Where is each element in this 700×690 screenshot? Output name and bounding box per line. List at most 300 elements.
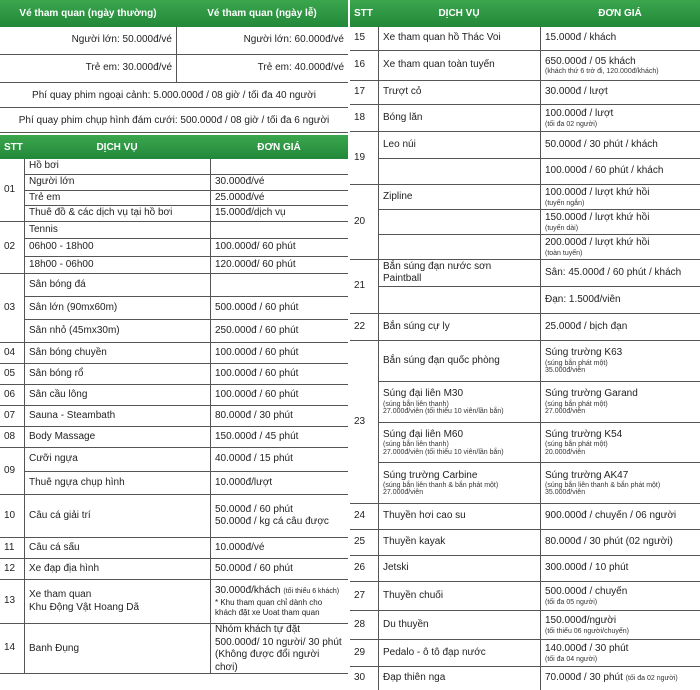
left-table-body [0, 159, 348, 674]
row-line [378, 530, 700, 555]
price-note: (súng bắn liên thanh & bắn phát một) [545, 482, 661, 490]
row-line [24, 406, 348, 426]
price-cell [210, 191, 348, 206]
service-name: Thuê đồ & các dịch vụ tại hồ bơi [29, 207, 173, 219]
row-lines [378, 504, 700, 529]
service-cell [24, 580, 210, 623]
price-value: Súng trường AK47 [545, 469, 629, 481]
row-line [378, 556, 700, 581]
table-row [0, 343, 348, 364]
price-note: (khách thứ 6 trở đi, 120.000đ/khách) [545, 68, 659, 76]
row-lines [24, 159, 348, 221]
service-cell [24, 274, 210, 296]
service-name: Jetski [383, 562, 409, 574]
ticket-weekday-heading: Vé tham quan (ngày thường) [19, 8, 157, 19]
table-row [350, 504, 700, 530]
row-lines [378, 132, 700, 184]
row-lines [378, 582, 700, 610]
row-line [378, 423, 700, 464]
service-price-note: 27.000đ/viên (tối thiểu 10 viên/lần bắn) [383, 407, 504, 415]
table-row [0, 624, 348, 674]
service-name: Người lớn [29, 175, 75, 187]
service-name: Sân bóng rổ [29, 367, 84, 379]
row-lines [378, 260, 700, 313]
price-cell [540, 27, 700, 50]
row-lines [24, 343, 348, 363]
row-number: 24 [354, 510, 366, 522]
table-row [350, 667, 700, 690]
price-cell [540, 260, 700, 286]
service-name: Bắn súng đạn nước sơn [383, 260, 492, 272]
service-cell [24, 191, 210, 206]
price-cell [540, 504, 700, 529]
price-cell [540, 423, 700, 463]
service-name: Sân cầu lông [29, 388, 88, 400]
row-line [378, 132, 700, 159]
row-number: 03 [4, 301, 16, 313]
service-cell [378, 667, 540, 690]
row-lines [24, 364, 348, 384]
service-name: Đạp thiên nga [383, 672, 446, 684]
price-value-line2: * Khu tham quan chỉ dành cho [215, 597, 323, 607]
row-line [378, 341, 700, 382]
price-value: 120.000đ/ 60 phút [215, 258, 296, 270]
service-name: Xe đạp địa hình [29, 562, 100, 574]
child-weekday-price: Trẻ em: 30.000đ/vé [85, 62, 172, 74]
service-name: Xe tham quan toàn tuyến [383, 59, 495, 71]
service-cell [24, 385, 210, 405]
row-line [378, 314, 700, 340]
price-value: 50.000đ / 60 phút [215, 503, 293, 515]
row-line [24, 191, 348, 207]
row-number: 14 [4, 642, 16, 654]
price-value: 15.000đ / khách [545, 32, 617, 44]
price-value: 100.000đ/ 60 phút [215, 241, 296, 253]
row-number: 13 [4, 595, 16, 607]
row-line [24, 427, 348, 447]
row-lines [24, 448, 348, 494]
service-name-line2: Khu Động Vật Hoang Dã [29, 601, 140, 613]
price-heading-right: ĐƠN GIÁ [598, 8, 642, 19]
price-cell [540, 640, 700, 666]
price-value: Đạn: 1.500đ/viên [545, 293, 621, 305]
service-cell [378, 423, 540, 463]
row-line [24, 175, 348, 191]
price-value-line3: (Không được đổi người chơi) [215, 649, 320, 673]
service-name: Bắn súng cự ly [383, 320, 450, 332]
service-cell [378, 132, 540, 158]
service-cell [378, 611, 540, 639]
row-line [378, 382, 700, 423]
price-value: 30.000đ / lượt [545, 86, 608, 98]
service-name: Bóng lăn [383, 111, 423, 123]
price-value: 100.000đ / 60 phút [215, 346, 299, 358]
price-value: Nhóm khách tự đặt [215, 624, 301, 635]
price-cell [210, 472, 348, 495]
price-value: 15.000đ/dịch vụ [215, 207, 286, 219]
price-cell [540, 556, 700, 581]
price-value: 100.000đ / lượt [545, 108, 614, 120]
row-lines [24, 385, 348, 405]
service-cell [24, 472, 210, 495]
price-cell [540, 105, 700, 131]
service-cell [24, 427, 210, 447]
price-heading: ĐƠN GIÁ [257, 141, 301, 153]
service-cell [24, 297, 210, 319]
price-cell [210, 495, 348, 537]
row-line [24, 538, 348, 558]
price-note: (tối thiểu 06 người/chuyến) [545, 627, 629, 635]
price-cell [210, 559, 348, 579]
table-row [0, 406, 348, 427]
service-cell [378, 341, 540, 381]
row-line [24, 624, 348, 674]
price-cell [210, 538, 348, 558]
price-value: 500.000đ / chuyến [545, 586, 628, 598]
price-value: 900.000đ / chuyến / 06 người [545, 510, 677, 522]
table-row [0, 580, 348, 624]
row-lines [24, 580, 348, 623]
service-cell [24, 222, 210, 238]
table-row [350, 640, 700, 667]
service-name: Sân bóng đá [29, 278, 86, 290]
row-line [378, 260, 700, 287]
service-name: Pedalo - ô tô đạp nước [383, 646, 486, 658]
service-cell [24, 320, 210, 342]
price-value: 80.000đ / 30 phút [215, 409, 293, 421]
row-line [24, 448, 348, 472]
row-line [24, 239, 348, 256]
row-lines [24, 559, 348, 579]
service-cell [24, 559, 210, 579]
row-line [378, 582, 700, 610]
row-number: 21 [354, 280, 366, 292]
price-cell [540, 81, 700, 104]
service-name: Sân nhỏ (45mx30m) [29, 324, 120, 336]
price-value-note: 35.000đ/viên [545, 367, 586, 375]
service-cell [378, 287, 540, 313]
service-cell [378, 582, 540, 610]
service-cell [378, 640, 540, 666]
row-lines [378, 341, 700, 503]
service-name: Súng đại liên M60 [383, 428, 464, 440]
price-cell [210, 297, 348, 319]
row-line [24, 222, 348, 239]
price-cell [540, 314, 700, 340]
price-cell [210, 406, 348, 426]
price-value: 250.000đ / 60 phút [215, 324, 299, 336]
row-lines [24, 274, 348, 342]
left-table-header [0, 135, 348, 159]
row-line [378, 611, 700, 639]
service-cell [378, 51, 540, 80]
service-cell [24, 448, 210, 471]
price-cell [540, 235, 700, 259]
ticket-header [0, 0, 348, 27]
row-line [24, 472, 348, 495]
row-number: 30 [354, 672, 366, 684]
service-cell [378, 260, 540, 286]
row-line [24, 320, 348, 342]
row-line [378, 463, 700, 503]
price-inline [545, 672, 696, 685]
row-number: 11 [4, 541, 15, 553]
price-value-line3: khách đặt xe Uoat tham quan [215, 607, 320, 617]
price-cell [210, 274, 348, 296]
row-number: 09 [4, 464, 16, 476]
price-value: 150.000đ/người [545, 615, 617, 627]
row-number: 18 [354, 111, 366, 123]
price-cell [540, 582, 700, 610]
row-number: 12 [4, 562, 16, 574]
right-column [350, 0, 700, 690]
price-cell [210, 320, 348, 342]
table-row [0, 427, 348, 448]
service-name: Câu cá giải trí [29, 509, 91, 521]
row-number: 28 [354, 618, 366, 630]
price-cell [540, 530, 700, 555]
service-cell [378, 81, 540, 104]
row-lines [378, 105, 700, 131]
service-name: Xe tham quan [29, 589, 92, 600]
row-lines [378, 314, 700, 340]
service-cell [24, 206, 210, 221]
service-name: Thuyền chuối [383, 589, 444, 601]
row-line [378, 210, 700, 235]
row-line [24, 297, 348, 320]
price-note: (tuyến dài) [545, 224, 579, 232]
price-value: 500.000đ / 60 phút [215, 301, 299, 313]
service-cell [378, 235, 540, 259]
price-value: 25.000đ / bịch đạn [545, 320, 628, 332]
row-lines [378, 81, 700, 104]
ticket-holiday-heading: Vé tham quan (ngày lễ) [207, 8, 317, 19]
price-cell [210, 175, 348, 190]
row-line [378, 105, 700, 131]
service-cell [378, 530, 540, 555]
price-note: (tuyến ngắn) [545, 199, 585, 207]
service-name: Sân lớn (90mx60m) [29, 301, 118, 313]
price-note: (toàn tuyến) [545, 249, 583, 257]
service-cell [24, 343, 210, 363]
price-cell [540, 132, 700, 158]
price-value: 80.000đ / 30 phút (02 người) [545, 536, 673, 548]
price-note: (tối thiểu 6 khách) [283, 588, 340, 596]
price-value: 200.000đ / lượt khứ hồi [545, 237, 650, 249]
service-name: Body Massage [29, 430, 96, 442]
price-note: (súng bắn phát một) [545, 400, 608, 408]
row-number: 10 [4, 509, 16, 521]
ticket-child-row [0, 55, 348, 83]
price-value-note: 35.000đ/viên [545, 489, 586, 497]
price-cell [210, 364, 348, 384]
row-number: 25 [354, 536, 366, 548]
price-cell [540, 159, 700, 185]
service-name: Xe tham quan hồ Thác Voi [383, 32, 501, 44]
row-number: 19 [354, 151, 366, 163]
price-cell [210, 159, 348, 174]
row-number: 22 [354, 320, 366, 332]
price-cell [210, 385, 348, 405]
service-name: Thuê ngựa chụp hình [29, 476, 125, 488]
row-lines [378, 667, 700, 690]
row-lines [24, 495, 348, 537]
row-line [378, 504, 700, 529]
table-row [350, 27, 700, 51]
row-number: 02 [4, 241, 16, 253]
adult-holiday-price: Người lớn: 60.000đ/vé [176, 27, 348, 54]
row-lines [24, 406, 348, 426]
service-name: Cưỡi ngựa [29, 453, 78, 464]
row-number: 29 [354, 646, 366, 658]
row-number: 08 [4, 430, 16, 442]
table-row [0, 274, 348, 343]
table-row [0, 495, 348, 538]
row-line [378, 640, 700, 666]
adult-weekday-price: Người lớn: 50.000đ/vé [71, 34, 172, 46]
row-number: 16 [354, 59, 366, 71]
price-cell [540, 210, 700, 234]
row-line [24, 385, 348, 405]
service-cell [24, 159, 210, 174]
price-note: (tối đa 02 người) [625, 675, 678, 683]
service-name: Zipline [383, 190, 413, 202]
service-name: Thuyền hơi cao su [383, 510, 466, 522]
price-value: 300.000đ / 10 phút [545, 562, 629, 574]
price-cell [540, 287, 700, 313]
price-cell [210, 239, 348, 255]
price-cell [210, 222, 348, 238]
row-number: 17 [354, 86, 366, 98]
price-value: 650.000đ / 05 khách [545, 55, 636, 67]
price-note: (tối đa 05 người) [545, 598, 598, 606]
row-number: 20 [354, 215, 366, 227]
price-value: 100.000đ / 60 phút / khách [545, 165, 664, 176]
row-lines [378, 556, 700, 581]
row-lines [378, 530, 700, 555]
table-row [350, 51, 700, 81]
service-cell [378, 463, 540, 503]
price-cell [540, 51, 700, 80]
service-cell [378, 185, 540, 209]
service-name: Hồ bơi [29, 160, 59, 172]
service-name: 06h00 - 18h00 [29, 241, 94, 253]
table-row [350, 611, 700, 640]
table-row [350, 132, 700, 185]
row-line [378, 185, 700, 210]
table-row [350, 341, 700, 504]
service-note: (súng bắn liên thanh & bắn phát một) [383, 482, 499, 490]
row-line [378, 27, 700, 50]
price-value: 30.000đ/khách (tối thiểu 6 khách) [215, 585, 340, 597]
price-cell [210, 448, 348, 471]
row-line [24, 343, 348, 363]
table-row [0, 448, 348, 495]
table-row [0, 222, 348, 274]
price-value: 100.000đ / lượt khứ hồi [545, 187, 650, 199]
service-cell [378, 382, 540, 422]
price-cell [540, 667, 700, 690]
price-value: 10.000đ/vé [215, 541, 265, 553]
left-column [0, 0, 348, 674]
row-lines [378, 185, 700, 259]
row-number: 15 [354, 32, 366, 44]
table-row [350, 314, 700, 341]
row-number: 27 [354, 589, 366, 601]
child-holiday-price: Trẻ em: 40.000đ/vé [176, 55, 348, 82]
service-name: Sân bóng chuyền [29, 346, 107, 358]
service-cell [24, 624, 210, 674]
service-cell [24, 406, 210, 426]
price-value: 50.000đ / 60 phút [215, 562, 293, 574]
price-value-line2: 500.000đ/ 10 người/ 30 phút [215, 636, 342, 648]
row-number: 23 [354, 415, 366, 427]
price-value: 10.000đ/lượt [215, 476, 273, 488]
price-cell [210, 580, 348, 623]
service-name: Banh Đụng [29, 642, 80, 654]
service-heading-right: DỊCH VỤ [438, 8, 480, 19]
ticket-adult-row [0, 27, 348, 55]
price-note: (tối đa 02 người) [545, 120, 598, 128]
price-note: (tối đa 04 người) [545, 655, 598, 663]
table-row [0, 364, 348, 385]
service-heading: DỊCH VỤ [96, 141, 138, 153]
service-cell [378, 314, 540, 340]
price-cell [540, 341, 700, 381]
right-table-header [350, 0, 700, 27]
price-value: 150.000đ / 45 phút [215, 430, 299, 442]
row-line [24, 159, 348, 175]
service-name: Thuyền kayak [383, 536, 446, 548]
row-number: 06 [4, 388, 16, 400]
service-name-line2: Paintball [383, 273, 422, 284]
row-line [24, 495, 348, 537]
service-name: Trẻ em [29, 191, 61, 203]
table-row [350, 185, 700, 260]
service-cell [378, 504, 540, 529]
service-cell [378, 556, 540, 581]
service-cell [24, 257, 210, 273]
table-row [0, 159, 348, 222]
film-scenery-fee: Phí quay phim ngoại cảnh: 5.000.000đ / 08 giờ / tối đa 40 người [0, 83, 348, 108]
service-cell [378, 159, 540, 185]
price-value: 100.000đ / 60 phút [215, 367, 299, 379]
price-value: Súng trường Garand [545, 388, 638, 400]
price-value-line2: 50.000đ / kg cá câu được [215, 516, 329, 527]
price-value: Súng trường K54 [545, 428, 623, 440]
service-cell [378, 105, 540, 131]
price-cell [540, 463, 700, 503]
row-lines [378, 27, 700, 50]
price-value: 140.000đ / 30 phút [545, 643, 629, 655]
service-name: Sauna - Steambath [29, 409, 116, 421]
price-value: Sân: 45.000đ / 60 phút / khách [545, 266, 682, 278]
stt-heading: STT [4, 141, 23, 153]
service-note: (súng bắn liên thanh) [383, 400, 449, 408]
service-cell [24, 495, 210, 537]
row-number: 01 [4, 183, 16, 195]
table-row [350, 105, 700, 132]
film-wedding-fee: Phí quay phim chụp hình đám cưới: 500.000đ / 08 giờ / tối đa 6 người [0, 108, 348, 133]
service-name: Bắn súng đạn quốc phòng [383, 354, 500, 366]
stt-heading-right: STT [354, 8, 373, 19]
row-lines [378, 611, 700, 639]
service-cell [378, 27, 540, 50]
row-line [378, 81, 700, 104]
service-name: Du thuyền [383, 618, 429, 630]
price-cell [540, 382, 700, 422]
service-name: 18h00 - 06h00 [29, 258, 94, 270]
